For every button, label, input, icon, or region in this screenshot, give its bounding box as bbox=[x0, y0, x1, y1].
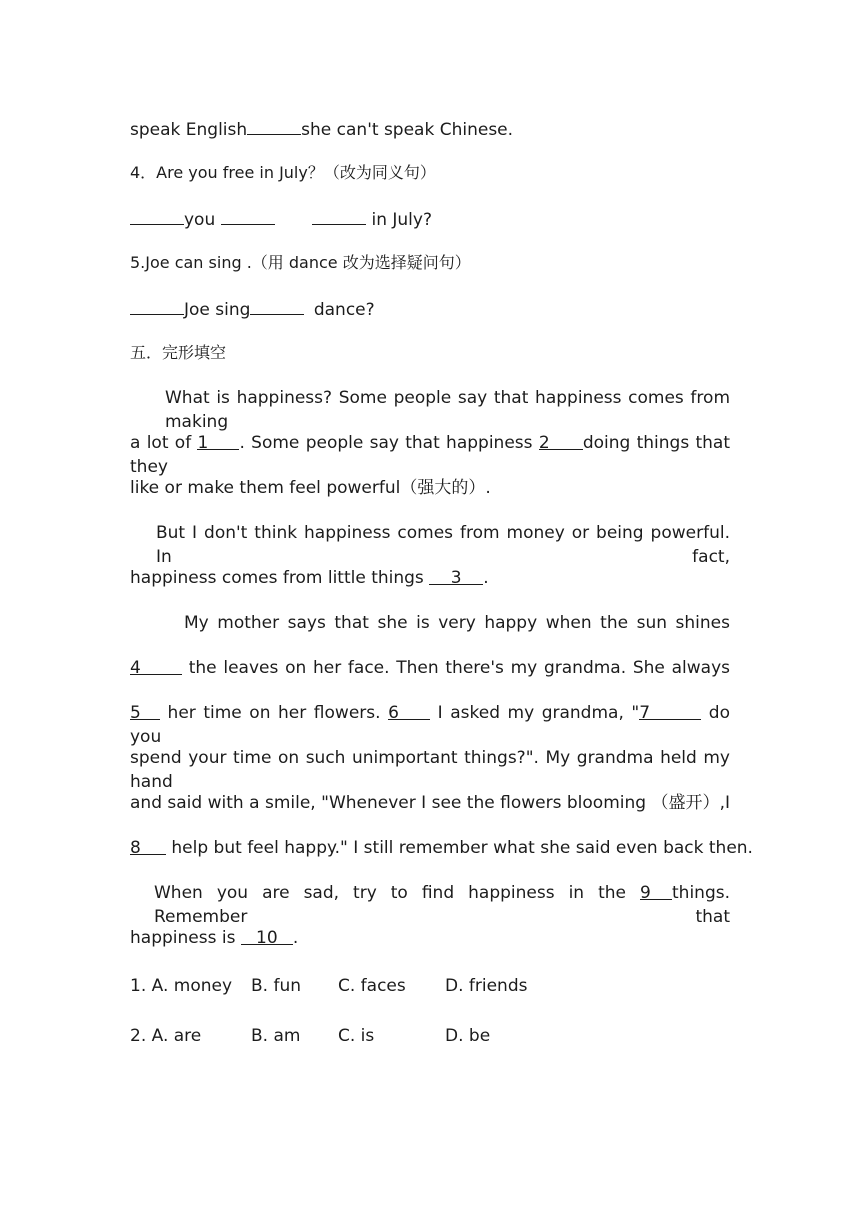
option-d: D. friends bbox=[445, 976, 528, 996]
option-c: C. faces bbox=[338, 976, 406, 996]
answer-blank bbox=[247, 116, 301, 135]
option-row bbox=[130, 1024, 730, 1048]
cloze-blank-4: 4 bbox=[130, 656, 182, 675]
passage-line: 5 her time on her flowers. 6 I asked my grandma, "7 do you bbox=[130, 703, 730, 747]
item5-answer: Joe sing dance? bbox=[130, 296, 730, 322]
cloze-blank-7: 7 bbox=[639, 701, 701, 720]
option-a: 2. A. are bbox=[130, 1026, 202, 1046]
passage-line: happiness is 10 . bbox=[130, 928, 299, 948]
item3-tail: speak English she can't speak Chinese. bbox=[130, 116, 730, 142]
cloze-blank-10: 10 bbox=[241, 926, 293, 945]
item4-question: 4．Are you free in July？（改为同义句） bbox=[130, 163, 436, 182]
passage-line: happiness comes from little things 3 . bbox=[130, 568, 489, 588]
passage-line: 8 help but feel happy." I still remember what she said even back then. bbox=[130, 838, 753, 858]
answer-blank bbox=[312, 206, 366, 225]
answer-blank bbox=[250, 296, 304, 315]
passage-line: spend your time on such unimportant things?". My grandma held my hand bbox=[130, 748, 730, 792]
option-row bbox=[130, 974, 730, 998]
cloze-blank-2: 2 bbox=[539, 431, 583, 450]
item5-question: 5.Joe can sing .（用 dance 改为选择疑问句） bbox=[130, 253, 471, 272]
answer-blank bbox=[130, 296, 184, 315]
option-a: 1. A. money bbox=[130, 976, 233, 996]
option-c: C. is bbox=[338, 1026, 375, 1046]
passage-line: a lot of 1 . Some people say that happiness 2 doing things that they bbox=[130, 433, 730, 477]
answer-blank bbox=[221, 206, 275, 225]
option-d: D. be bbox=[445, 1026, 491, 1046]
section-heading: 五．完形填空 bbox=[130, 343, 227, 362]
cloze-blank-8: 8 bbox=[130, 836, 166, 855]
option-b: B. fun bbox=[251, 976, 302, 996]
cloze-blank-1: 1 bbox=[197, 431, 239, 450]
passage-line: like or make them feel powerful（强大的）. bbox=[130, 478, 491, 498]
passage-line: But I don't think happiness comes from money or being powerful. In fact, bbox=[156, 523, 730, 567]
answer-blank bbox=[130, 206, 184, 225]
passage-line: What is happiness? Some people say that happiness comes from making bbox=[165, 388, 730, 432]
passage-line: My mother says that she is very happy when the sun shines bbox=[184, 613, 730, 633]
cloze-blank-3: 3 bbox=[429, 566, 483, 585]
option-b: B. am bbox=[251, 1026, 301, 1046]
cloze-blank-9: 9 bbox=[640, 881, 672, 900]
passage-line: 4 the leaves on her face. Then there's my grandma. She always bbox=[130, 658, 730, 678]
passage-line: When you are sad, try to find happiness in the 9 things. Remember that bbox=[154, 883, 730, 927]
cloze-blank-6: 6 bbox=[388, 701, 430, 720]
cloze-blank-5: 5 bbox=[130, 701, 160, 720]
passage-line: and said with a smile, "Whenever I see the flowers blooming （盛开）,I bbox=[130, 793, 730, 813]
item4-answer: you in July? bbox=[130, 206, 730, 232]
